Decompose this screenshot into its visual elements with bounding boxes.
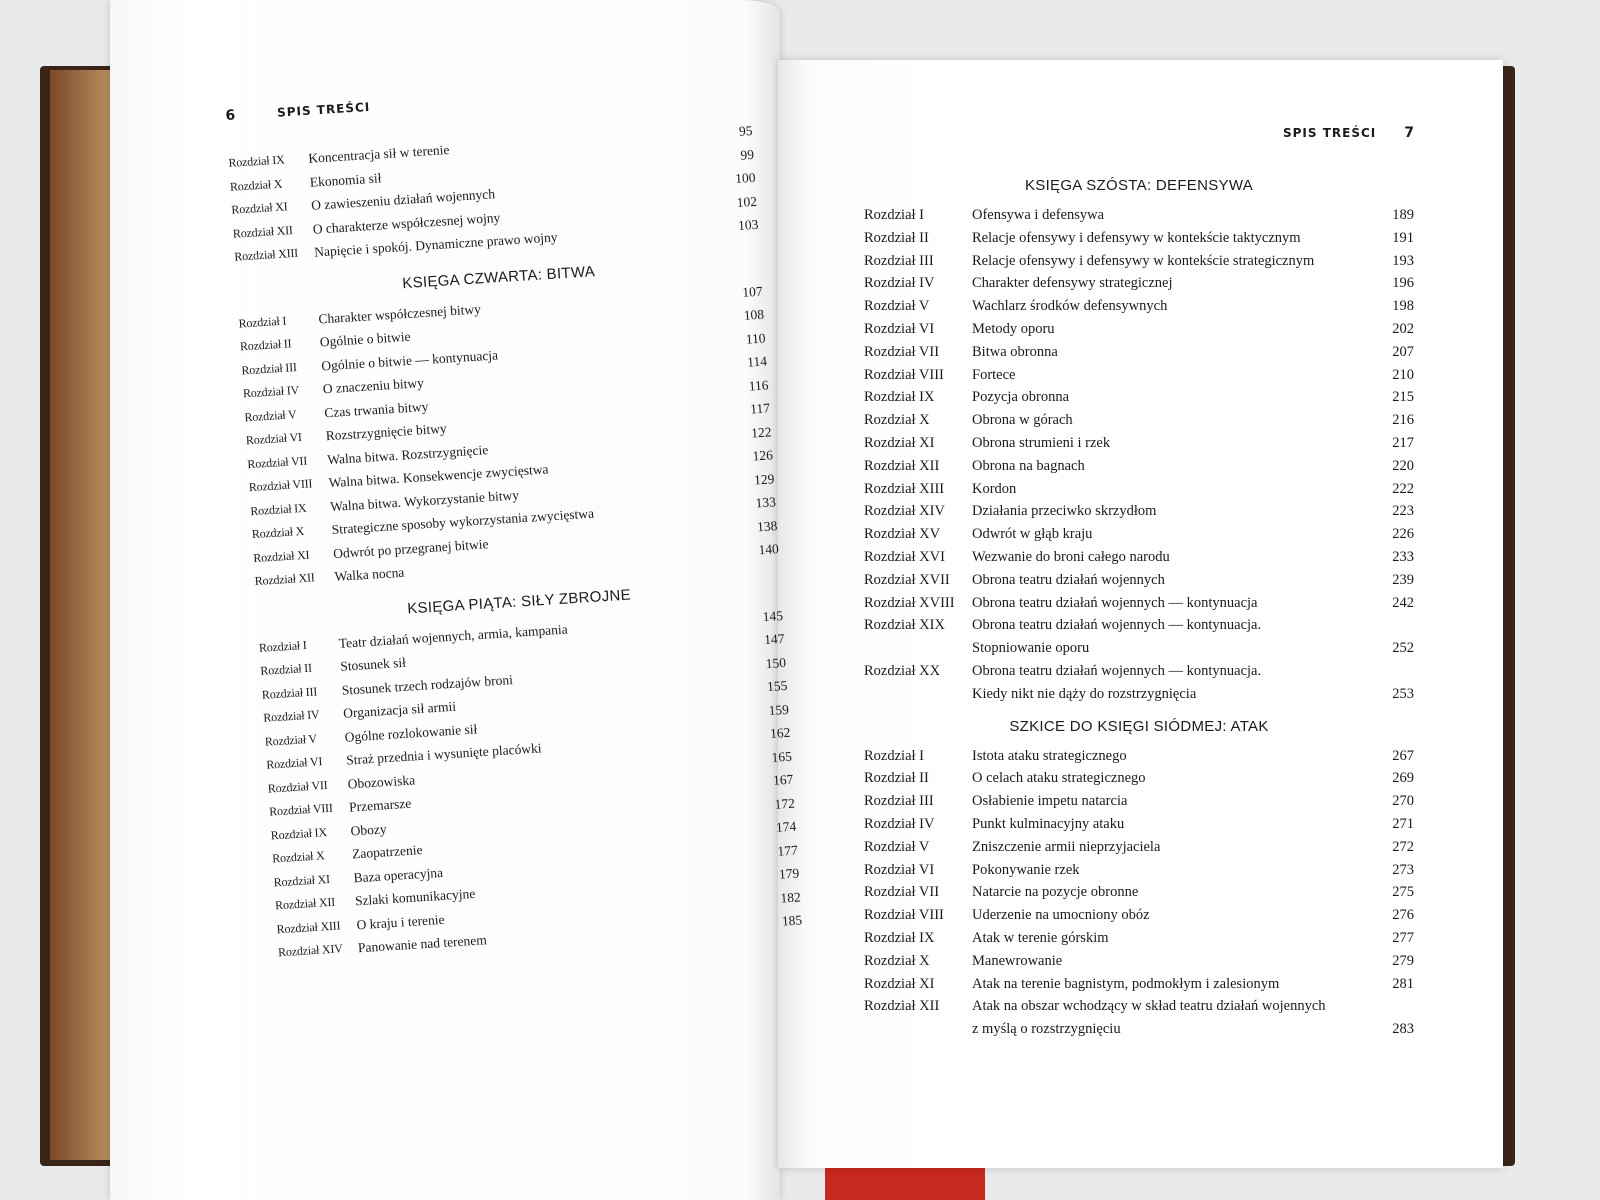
toc-entry[interactable]	[864, 745, 1414, 768]
toc-entry[interactable]	[864, 973, 1414, 996]
chapter-title: Relacje ofensywy i defensywy w kontekście taktycznym	[972, 229, 1301, 246]
page-number: 177	[777, 842, 799, 859]
chapter-label: Rozdział VIII	[248, 476, 313, 495]
toc-entry[interactable]	[864, 881, 1414, 904]
chapter-label: Rozdział III	[864, 793, 934, 810]
chapter-label: Rozdział XIV	[864, 503, 945, 520]
chapter-title: O charakterze współczesnej wojny	[312, 209, 501, 237]
chapter-label: Rozdział XI	[864, 434, 935, 451]
page-number: 155	[766, 677, 788, 695]
chapter-label: Rozdział XIII	[233, 245, 299, 264]
chapter-label: Rozdział XII	[274, 894, 336, 913]
chapter-title: Ogólnie o bitwie — kontynuacja	[320, 346, 499, 373]
toc-section	[236, 252, 779, 593]
chapter-title: Punkt kulminacyjny ataku	[972, 815, 1125, 832]
chapter-label: Rozdział XII	[864, 457, 940, 474]
toc-entry[interactable]	[864, 364, 1414, 387]
page-number: 103	[737, 216, 759, 233]
page-number: 242	[1392, 594, 1414, 611]
toc-entry[interactable]	[864, 790, 1414, 813]
chapter-label: Rozdział IX	[270, 824, 328, 843]
chapter-label: Rozdział VI	[245, 429, 303, 448]
chapter-title: Zaopatrzenie	[351, 842, 423, 862]
toc-section	[864, 718, 1414, 1041]
page-number: 276	[1392, 907, 1414, 924]
page-number: 122	[750, 423, 772, 441]
right-page-content	[864, 125, 1414, 1041]
chapter-title: Panowanie nad terenem	[357, 932, 488, 956]
page-number: 138	[756, 517, 778, 534]
chapter-label: Rozdział IV	[864, 275, 935, 292]
chapter-label: Rozdział XI	[864, 975, 935, 992]
toc-section	[257, 577, 803, 965]
chapter-title: Szlaki komunikacyjne	[354, 885, 476, 909]
toc-entry[interactable]	[864, 250, 1414, 273]
page-number: 217	[1392, 434, 1414, 451]
chapter-title: Bitwa obronna	[972, 343, 1058, 360]
page-number: 110	[745, 330, 766, 347]
chapter-label: Rozdział XII	[254, 570, 316, 589]
page-number: 202	[1392, 320, 1414, 337]
page-number: 165	[771, 748, 793, 765]
chapter-label: Rozdział IX	[864, 929, 935, 946]
chapter-title: Napięcie i spokój. Dynamiczne prawo wojny	[313, 229, 558, 260]
page-number: 279	[1392, 952, 1414, 969]
chapter-title: Wachlarz środków defensywnych	[972, 298, 1168, 315]
toc-entry[interactable]	[864, 614, 1414, 660]
chapter-label: Rozdział VII	[246, 453, 308, 471]
chapter-label: Rozdział XI	[230, 199, 288, 217]
book-title: SZKICE DO KSIĘGI SIÓDMEJ: ATAK	[1009, 717, 1269, 735]
chapter-label: Rozdział XV	[864, 526, 941, 543]
chapter-label: Rozdział X	[864, 412, 930, 429]
chapter-label: Rozdział I	[258, 637, 307, 655]
chapter-title: Strategiczne sposoby wykorzystania zwycięstwa	[331, 505, 595, 538]
book-title: KSIĘGA PIĄTA: SIŁY ZBROJNE	[406, 585, 632, 618]
chapter-title: Teatr działań wojennych, armia, kampania	[338, 621, 569, 651]
page-number: 215	[1392, 389, 1414, 406]
chapter-label: Rozdział VII	[864, 884, 940, 901]
chapter-title: Stosunek sił	[339, 654, 407, 674]
page-number: 267	[1392, 747, 1414, 764]
page-number: 126	[752, 447, 774, 464]
chapter-label: Rozdział II	[239, 336, 292, 354]
book-title: KSIĘGA SZÓSTA: DEFENSYWA	[1024, 177, 1254, 194]
chapter-title: Istota ataku strategicznego	[972, 747, 1127, 764]
page-number: 220	[1392, 457, 1414, 474]
toc-entry[interactable]	[864, 569, 1414, 592]
page-number: 140	[758, 541, 780, 558]
left-toc	[228, 119, 803, 965]
chapter-label: Rozdział XI	[252, 547, 310, 565]
chapter-label: Rozdział XII	[864, 998, 940, 1015]
chapter-title: Kordon	[972, 480, 1017, 497]
chapter-label: Rozdział IV	[242, 382, 300, 401]
chapter-title: Relacje ofensywy i defensywy w kontekście strategicznym	[972, 252, 1315, 269]
chapter-label: Rozdział VIII	[864, 907, 944, 924]
page-number: 174	[775, 818, 797, 835]
page-number: 196	[1392, 275, 1414, 292]
chapter-label: Rozdział V	[864, 298, 930, 315]
toc-entry[interactable]	[864, 927, 1414, 950]
page-number: 147	[763, 630, 785, 648]
toc-entry[interactable]	[864, 386, 1414, 409]
toc-entry[interactable]	[864, 478, 1414, 501]
page-number: 167	[772, 771, 794, 788]
page-number: 239	[1392, 571, 1414, 588]
toc-entry[interactable]	[864, 950, 1414, 973]
chapter-label: Rozdział XX	[864, 662, 941, 679]
chapter-label: Rozdział IX	[864, 389, 935, 406]
toc-entry[interactable]	[864, 432, 1414, 455]
chapter-title: Atak na obszar wchodzący w skład teatru działań wojennych z myślą o rozstrzygnięciu	[972, 998, 1326, 1038]
page-number: 198	[1392, 298, 1414, 315]
chapter-title: O zawieszeniu działań wojennych	[310, 186, 496, 213]
chapter-label: Rozdział I	[238, 313, 287, 331]
toc-entry[interactable]	[864, 995, 1414, 1041]
page-number: 269	[1392, 770, 1414, 787]
page-number: 185	[781, 912, 803, 929]
chapter-title: Walna bitwa. Wykorzystanie bitwy	[329, 486, 520, 514]
chapter-title: Walna bitwa. Rozstrzygnięcie	[326, 441, 489, 467]
page-number: 273	[1392, 861, 1414, 878]
toc-section	[864, 177, 1414, 706]
page-number: 275	[1392, 884, 1414, 901]
chapter-label: Rozdział VII	[267, 777, 328, 796]
page-number: 150	[765, 654, 787, 671]
page-number: 145	[762, 607, 784, 624]
chapter-label: Rozdział IV	[864, 815, 935, 832]
page-number: 222	[1392, 480, 1414, 497]
chapter-label: Rozdział XII	[232, 222, 294, 241]
chapter-label: Rozdział VI	[265, 754, 323, 772]
chapter-title: Zniszczenie armii nieprzyjaciela	[972, 838, 1161, 855]
page-number: 162	[769, 724, 791, 741]
right-running-title: SPIS TREŚCI	[1282, 126, 1377, 140]
page-number: 189	[1392, 207, 1414, 223]
chapter-title: Uderzenie na umocniony obóz	[972, 907, 1150, 924]
chapter-label: Rozdział IX	[228, 152, 285, 170]
page-number: 102	[736, 193, 758, 210]
left-page-number: 6	[225, 107, 236, 124]
chapter-title: Odwrót w głąb kraju	[972, 526, 1093, 543]
chapter-title: Charakter współczesnej bitwy	[317, 300, 482, 327]
chapter-label: Rozdział XVI	[864, 548, 945, 565]
toc-entry[interactable]	[864, 204, 1414, 227]
page-number: 271	[1392, 815, 1414, 832]
chapter-title: Pokonywanie rzek	[972, 861, 1080, 878]
chapter-title: Obozowiska	[347, 771, 416, 792]
chapter-title: O kraju i terenie	[356, 911, 445, 932]
chapter-title: Charakter defensywy strategicznej	[972, 275, 1173, 292]
chapter-title: Obrona teatru działań wojennych — kontynuacja. Kiedy nikt nie dąży do rozstrzygnięcia	[972, 662, 1262, 702]
chapter-label: Rozdział V	[243, 406, 297, 424]
toc-entry[interactable]	[864, 500, 1414, 523]
chapter-title: Czas trwania bitwy	[323, 398, 429, 420]
chapter-title: Działania przeciwko skrzydłom	[972, 503, 1157, 520]
chapter-label: Rozdział VIII	[864, 366, 944, 383]
page-number: 193	[1392, 252, 1414, 269]
toc-entry[interactable]	[864, 523, 1414, 546]
page-number: 179	[778, 865, 800, 882]
page-number: 116	[748, 376, 769, 394]
chapter-label: Rozdział X	[229, 176, 283, 194]
chapter-title: Obrona na bagnach	[972, 457, 1085, 474]
page-number: 159	[768, 701, 790, 718]
chapter-title: Organizacja sił armii	[342, 698, 457, 721]
book-title: KSIĘGA CZWARTA: BITWA	[401, 262, 596, 292]
right-toc	[864, 177, 1414, 1041]
chapter-title: Obrona teatru działań wojennych — kontynuacja	[972, 594, 1258, 611]
toc-entry[interactable]	[864, 341, 1414, 364]
chapter-label: Rozdział XIII	[276, 917, 341, 936]
chapter-label: Rozdział IX	[249, 500, 307, 518]
page-number: 210	[1392, 366, 1414, 383]
toc-entry[interactable]	[864, 660, 1414, 706]
chapter-label: Rozdział XIX	[864, 617, 945, 634]
chapter-label: Rozdział XI	[273, 871, 331, 889]
chapter-title: Atak na terenie bagnistym, podmokłym i zalesionym	[972, 975, 1280, 992]
right-running-head	[864, 125, 1414, 165]
chapter-label: Rozdział III	[864, 252, 934, 269]
page-number: 283	[1392, 1021, 1414, 1038]
chapter-title: Wezwanie do broni całego narodu	[972, 548, 1170, 565]
toc-entry[interactable]	[864, 904, 1414, 927]
page-number: 277	[1392, 929, 1414, 946]
chapter-title: Osłabienie impetu natarcia	[972, 793, 1128, 810]
page-number: 216	[1392, 412, 1414, 429]
chapter-title: Stosunek trzech rodzajów broni	[341, 671, 514, 698]
page-number: 272	[1392, 838, 1414, 855]
chapter-title: Fortece	[972, 366, 1016, 383]
chapter-label: Rozdział VII	[864, 343, 940, 360]
page-number: 99	[739, 146, 755, 163]
chapter-title: Ogólne rozlokowanie sił	[344, 720, 478, 745]
chapter-title: Obrona w górach	[972, 412, 1073, 429]
toc-entry[interactable]	[864, 272, 1414, 295]
chapter-label: Rozdział V	[864, 838, 930, 855]
page-number: 223	[1392, 503, 1414, 520]
page-number: 191	[1392, 229, 1414, 246]
page-number: 182	[779, 888, 802, 906]
bookmark-ribbon	[825, 1168, 985, 1200]
chapter-label: Rozdział X	[864, 952, 930, 969]
page-number: 233	[1392, 548, 1414, 565]
toc-entry[interactable]	[864, 455, 1414, 478]
chapter-title: Rozstrzygnięcie bitwy	[325, 420, 448, 444]
chapter-title: Ogólnie o bitwie	[319, 328, 411, 350]
chapter-label: Rozdział XVIII	[864, 594, 955, 611]
chapter-label: Rozdział II	[864, 770, 929, 787]
toc-entry[interactable]	[864, 767, 1414, 790]
page-number: 117	[749, 400, 771, 417]
page-number: 107	[741, 283, 763, 300]
page-number: 114	[746, 353, 768, 370]
chapter-title: Atak w terenie górskim	[972, 929, 1109, 946]
left-running-title: SPIS TREŚCI	[276, 99, 371, 120]
chapter-title: O celach ataku strategicznego	[972, 770, 1146, 787]
page-number: 172	[774, 795, 796, 812]
chapter-label: Rozdział XVII	[864, 571, 950, 588]
left-page-content	[225, 75, 803, 965]
page-number: 133	[755, 494, 777, 511]
chapter-label: Rozdział X	[271, 848, 325, 866]
chapter-title: Natarcie na pozycje obronne	[972, 884, 1139, 901]
chapter-label: Rozdział I	[864, 747, 924, 764]
page-number: 129	[753, 470, 775, 487]
toc-entry[interactable]	[864, 227, 1414, 250]
toc-entry[interactable]	[864, 318, 1414, 341]
toc-entry[interactable]	[864, 813, 1414, 836]
chapter-title: Obozy	[350, 820, 388, 839]
chapter-title: Baza operacyjna	[353, 864, 444, 885]
page-number: 253	[1392, 685, 1414, 702]
chapter-title: Koncentracja sił w terenie	[307, 142, 450, 166]
page-number: 281	[1392, 975, 1414, 992]
page-number: 252	[1392, 640, 1414, 657]
chapter-title: Obrona teatru działań wojennych	[972, 571, 1165, 588]
toc-entry[interactable]	[864, 295, 1414, 318]
chapter-label: Rozdział V	[264, 730, 318, 749]
chapter-title: Walna bitwa. Konsekwencje zwycięstwa	[328, 461, 549, 491]
chapter-title: Obrona teatru działań wojennych — kontynuacja. Stopniowanie oporu	[972, 617, 1262, 657]
page-number: 207	[1392, 343, 1414, 360]
chapter-title: Ekonomia sił	[309, 169, 382, 190]
chapter-label: Rozdział XIII	[864, 480, 945, 497]
chapter-label: Rozdział III	[241, 359, 298, 377]
chapter-title: Odwrót po przegranej bitwie	[332, 535, 489, 561]
toc-entry[interactable]	[864, 546, 1414, 569]
page-number: 270	[1392, 793, 1414, 810]
chapter-label: Rozdział XIV	[277, 941, 344, 960]
page-number: 95	[738, 122, 753, 139]
toc-entry[interactable]	[864, 836, 1414, 859]
chapter-label: Rozdział VI	[864, 320, 935, 337]
chapter-title: Obrona strumieni i rzek	[972, 434, 1111, 451]
page-number: 108	[743, 306, 765, 323]
chapter-label: Rozdział III	[261, 683, 318, 702]
chapter-label: Rozdział VI	[864, 861, 935, 878]
toc-entry[interactable]	[864, 409, 1414, 432]
page-number: 226	[1392, 526, 1414, 543]
chapter-title: O znaczeniu bitwy	[322, 375, 425, 397]
page-number: 100	[734, 169, 756, 187]
chapter-label: Rozdział II	[864, 229, 929, 246]
chapter-title: Przemarsze	[348, 795, 412, 815]
chapter-title: Manewrowanie	[972, 952, 1063, 969]
toc-entry[interactable]	[864, 859, 1414, 882]
chapter-title: Ofensywa i defensywa	[972, 207, 1105, 223]
chapter-label: Rozdział X	[251, 523, 305, 542]
chapter-label: Rozdział I	[864, 207, 924, 223]
right-page-number: 7	[1404, 125, 1414, 141]
chapter-title: Metody oporu	[972, 320, 1055, 337]
chapter-title: Walka nocna	[334, 564, 405, 585]
chapter-label: Rozdział IV	[262, 707, 320, 725]
chapter-title: Pozycja obronna	[972, 389, 1070, 406]
chapter-title: Straż przednia i wysunięte placówki	[345, 740, 542, 768]
chapter-label: Rozdział II	[259, 660, 313, 678]
toc-entry[interactable]	[864, 592, 1414, 615]
chapter-label: Rozdział VIII	[268, 800, 334, 819]
